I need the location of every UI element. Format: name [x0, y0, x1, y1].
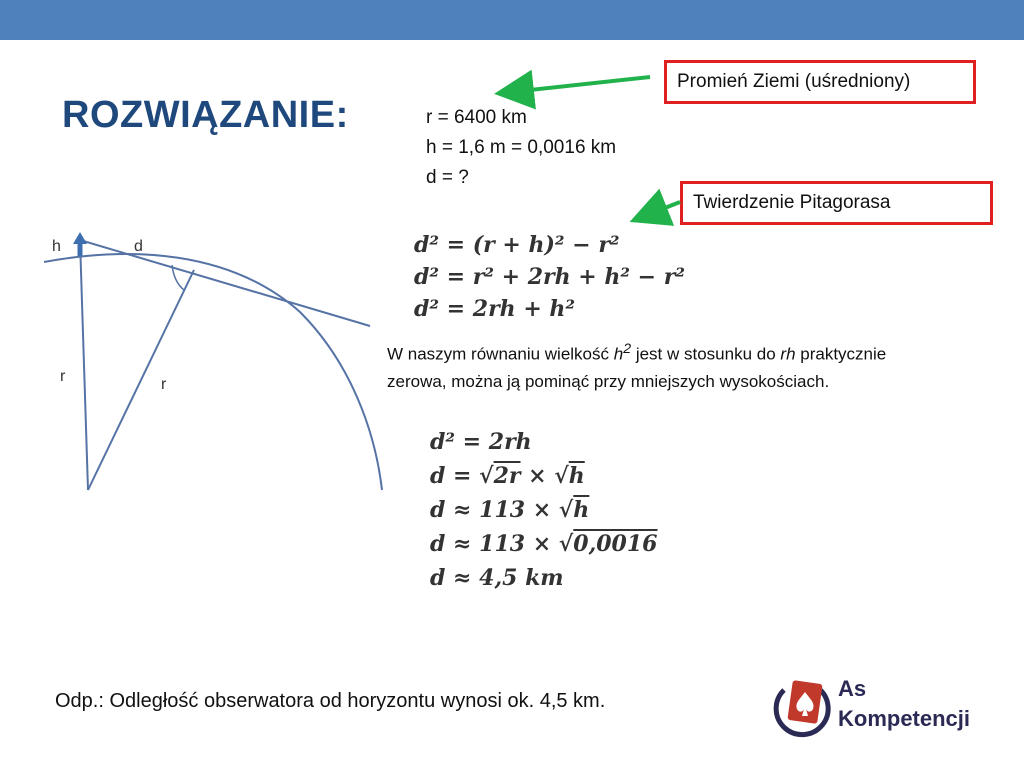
given-height: h = 1,6 m = 0,0016 km [426, 137, 617, 158]
callout-earth-radius-text: Promień Ziemi (uśredniony) [677, 71, 911, 92]
equation-line: d² = 2rh [430, 429, 532, 455]
radius-line-left [80, 240, 88, 490]
arrow-to-pythagoras [637, 202, 680, 219]
equation-line: d ≈ 113 × √h [430, 497, 590, 523]
equations-pythagoras [414, 229, 685, 325]
simplification-note: W naszym równaniu wielkość $h^2$ jest w stosunku do rh praktycznie zerowa, można ją pominąć przy mniejszych wysokościach. [387, 341, 887, 391]
equation-line: d² = (r + h)² − r² [414, 232, 620, 258]
given-distance: d = ? [426, 167, 469, 188]
logo-text: As Kompetencji [838, 676, 971, 731]
equation-line: d² = r² + 2rh + h² − r² [414, 264, 686, 290]
arrow-to-radius [502, 77, 650, 93]
equation-line: d² = 2rh + h² [414, 296, 576, 322]
label-r-left: r [60, 368, 66, 385]
label-r-right: r [161, 376, 167, 393]
equation-line: d = √2r × √h [430, 463, 585, 489]
slide-title: ROZWIĄZANIE: [62, 94, 349, 136]
earth-surface-arc [44, 254, 382, 490]
spade-card-icon [768, 668, 832, 748]
label-h: h [52, 238, 61, 255]
logo [768, 668, 1008, 748]
given-radius: r = 6400 km [426, 107, 527, 128]
equations-solution [430, 425, 657, 595]
callout-pythagoras-text: Twierdzenie Pitagorasa [693, 192, 891, 213]
tangent-line [80, 240, 370, 326]
answer-text: Odp.: Odległość obserwatora od horyzontu wynosi ok. 4,5 km. [55, 690, 606, 712]
equation-line: d ≈ 113 × √0,0016 [430, 531, 658, 557]
radius-line-right [88, 270, 194, 490]
label-d: d [134, 238, 143, 255]
observer-arrow-head [73, 232, 87, 244]
equation-line: d ≈ 4,5 km [430, 565, 564, 591]
